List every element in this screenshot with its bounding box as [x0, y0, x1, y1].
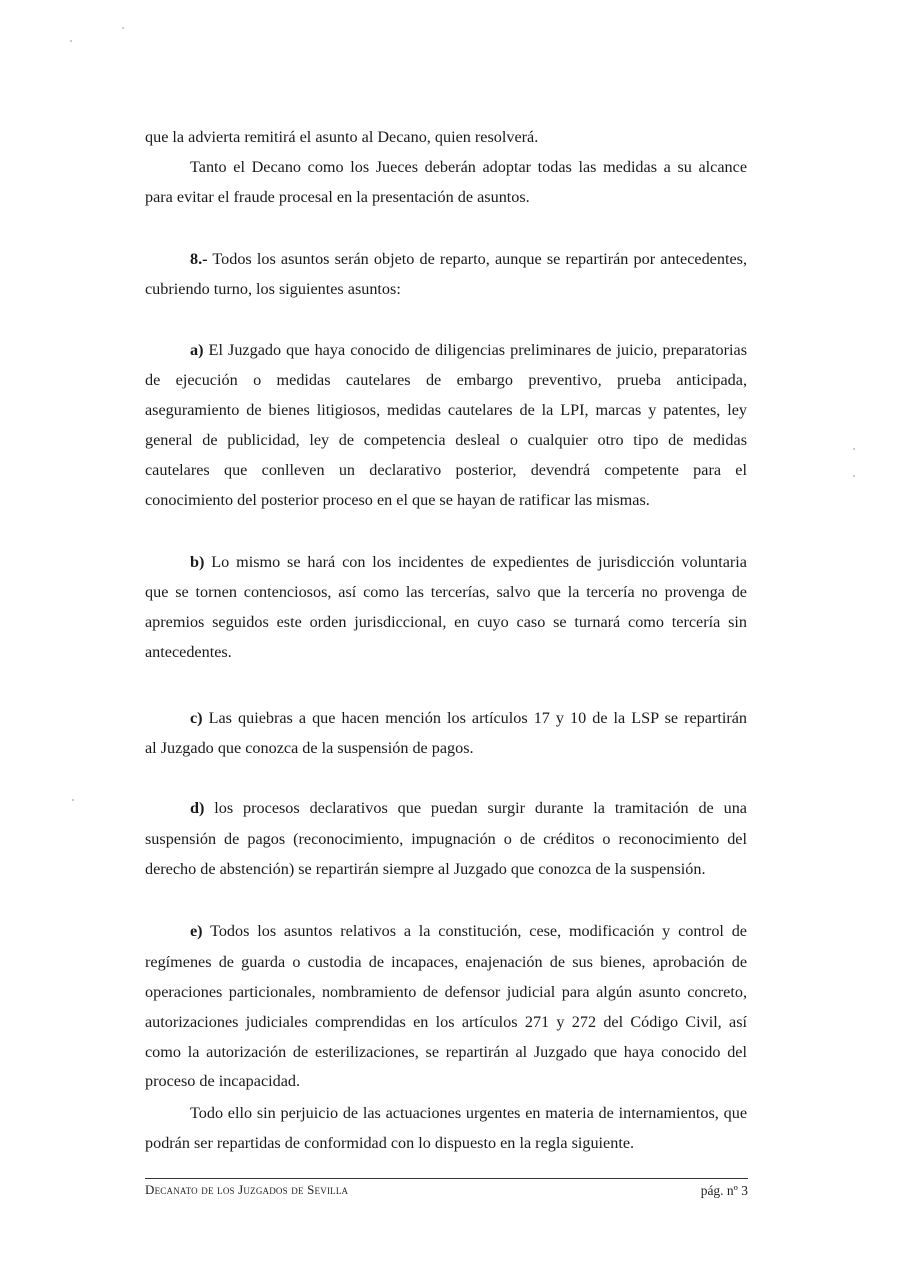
- page-number: pág. nº 3: [700, 1183, 748, 1198]
- text: regímenes de guarda o custodia de incapaces, enajenación de sus bienes, aprobación de: [145, 953, 747, 971]
- paragraph-line: [190, 552, 747, 572]
- scan-artifact: [70, 40, 72, 42]
- paragraph-line: [190, 340, 747, 360]
- text: Las quiebras a que hacen mención los artículos 17 y 10 de la LSP se repartirán: [202, 709, 747, 727]
- paragraph-line: [145, 1012, 747, 1032]
- text: cautelares que conlleven un declarativo posterior, devendrá competente para el: [145, 461, 747, 479]
- text: Todos los asuntos relativos a la constitución, cese, modificación y control de: [202, 922, 747, 940]
- footer-divider: [145, 1178, 748, 1179]
- paragraph-line: [145, 859, 747, 879]
- paragraph-line: [145, 952, 747, 972]
- paragraph-line: [145, 1071, 747, 1091]
- paragraph-line: [145, 400, 747, 420]
- paragraph-line: [145, 642, 747, 662]
- text: proceso de incapacidad.: [145, 1072, 301, 1090]
- text: que la advierta remitirá el asunto al Decano, quien resolverá.: [145, 128, 539, 146]
- text: que se tornen contenciosos, así como las tercerías, salvo que la tercería no provenga de: [145, 583, 747, 601]
- paragraph-line: [145, 1133, 747, 1153]
- item-label: b): [190, 553, 205, 571]
- text: derecho de abstención) se repartirán siempre al Juzgado que conozca de la suspensión.: [145, 860, 706, 878]
- text: apremios seguidos este orden jurisdiccional, en cuyo caso se turnará como tercería sin: [145, 613, 747, 631]
- text: cubriendo turno, los siguientes asuntos:: [145, 280, 401, 298]
- paragraph-line: [190, 249, 747, 269]
- text: El Juzgado que haya conocido de diligencias preliminares de juicio, preparatorias: [203, 341, 747, 359]
- text: podrán ser repartidas de conformidad con lo dispuesto en la regla siguiente.: [145, 1134, 635, 1152]
- text: autorizaciones judiciales comprendidas en los artículos 271 y 272 del Código Civil, así: [145, 1013, 747, 1031]
- scan-artifact: [72, 799, 74, 801]
- text: Todo ello sin perjuicio de las actuaciones urgentes en materia de internamientos, que: [190, 1104, 747, 1122]
- paragraph-line: [145, 430, 747, 450]
- text: Todos los asuntos serán objeto de reparto, aunque se repartirán por antecedentes,: [207, 250, 747, 268]
- paragraph-line: [145, 738, 747, 758]
- item-label: e): [190, 922, 203, 940]
- paragraph-line: [145, 490, 747, 510]
- paragraph-line: [190, 708, 747, 728]
- item-label: a): [190, 341, 204, 359]
- scan-artifact: [122, 27, 124, 29]
- paragraph-line: [145, 370, 747, 390]
- text: los procesos declarativos que puedan surgir durante la tramitación de una: [204, 799, 747, 817]
- text: conocimiento del posterior proceso en el que se hayan de ratificar las mismas.: [145, 491, 650, 509]
- paragraph-line: [145, 460, 747, 480]
- paragraph-line: [145, 582, 747, 602]
- text: para evitar el fraude procesal en la presentación de asuntos.: [145, 188, 530, 206]
- paragraph-line: [145, 127, 747, 147]
- paragraph-line: [190, 157, 747, 177]
- paragraph-line: [190, 798, 747, 818]
- text: antecedentes.: [145, 643, 232, 661]
- paragraph-line: [145, 612, 747, 632]
- paragraph-line: [145, 187, 747, 207]
- section-number: 8.-: [190, 250, 208, 268]
- paragraph-line: [190, 921, 747, 941]
- text: al Juzgado que conozca de la suspensión de pagos.: [145, 739, 474, 757]
- text: Lo mismo se hará con los incidentes de expedientes de jurisdicción voluntaria: [204, 553, 747, 571]
- item-label: c): [190, 709, 203, 727]
- text: Tanto el Decano como los Jueces deberán adoptar todas las medidas a su alcance: [190, 158, 747, 176]
- scan-artifact: [853, 475, 855, 477]
- scan-artifact: [853, 448, 855, 450]
- text: de ejecución o medidas cautelares de embargo preventivo, prueba anticipada,: [145, 371, 747, 389]
- paragraph-line: [145, 982, 747, 1002]
- paragraph-line: [145, 829, 747, 849]
- text: operaciones particionales, nombramiento de defensor judicial para algún asunto concreto,: [145, 983, 747, 1001]
- footer-institution: Decanato de los Juzgados de Sevilla: [145, 1182, 349, 1197]
- text: como la autorización de esterilizaciones, se repartirán al Juzgado que haya conocido del: [145, 1043, 747, 1061]
- paragraph-line: [145, 1042, 747, 1062]
- text: aseguramiento de bienes litigiosos, medidas cautelares de la LPI, marcas y patentes, ley: [145, 401, 747, 419]
- text: suspensión de pagos (reconocimiento, impugnación o de créditos o reconocimiento del: [145, 830, 747, 848]
- text: general de publicidad, ley de competencia desleal o cualquier otro tipo de medidas: [145, 431, 747, 449]
- paragraph-line: [145, 279, 747, 299]
- paragraph-line: [190, 1103, 747, 1123]
- item-label: d): [190, 799, 205, 817]
